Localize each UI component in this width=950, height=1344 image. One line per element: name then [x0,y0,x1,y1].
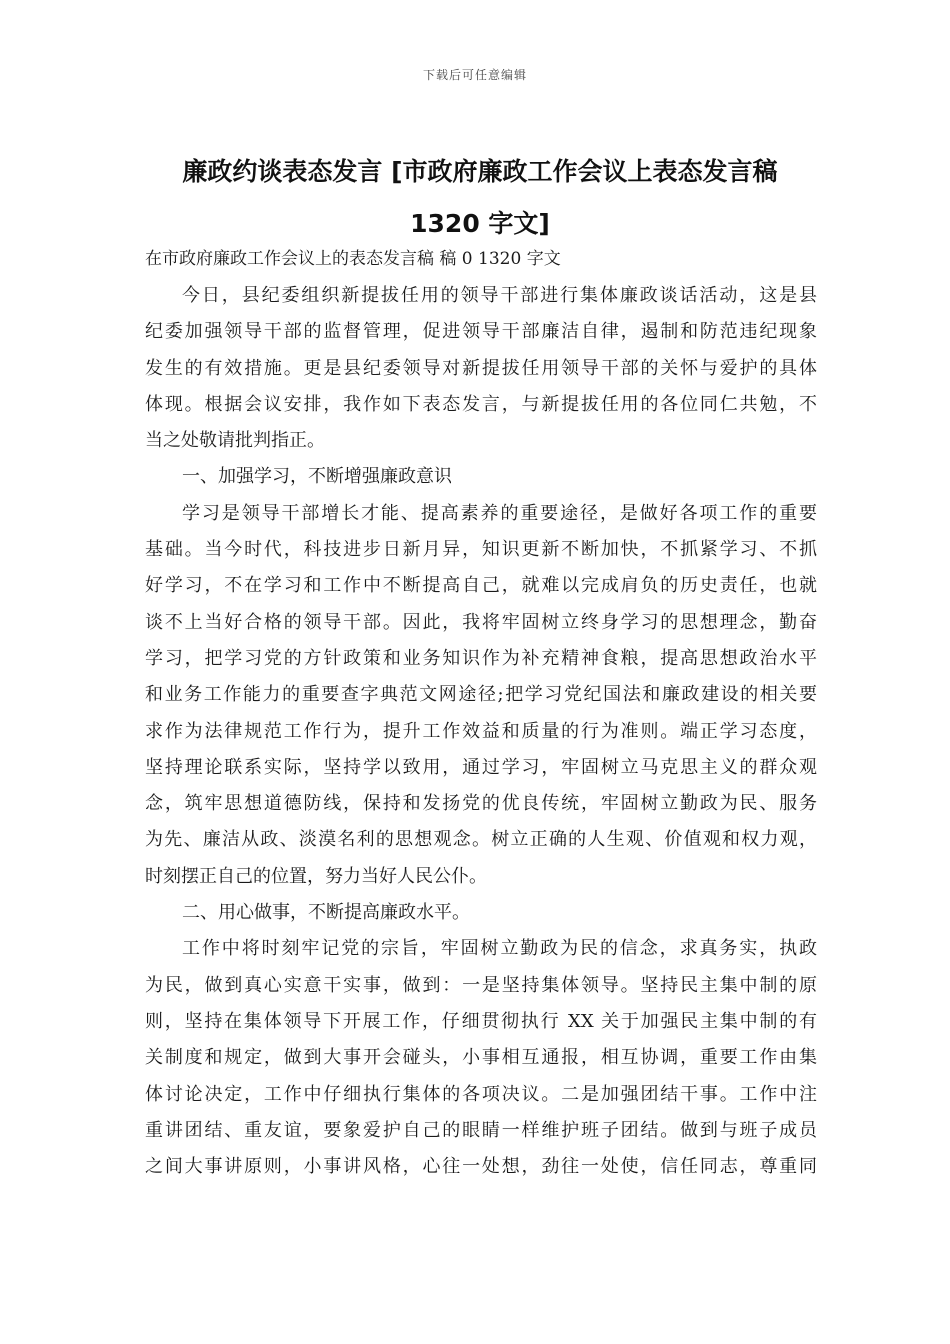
paragraph-line: 今日，县纪委组织新提拔任用的领导干部进行集体廉政谈话活动，这是县 [182,285,817,306]
paragraph-line: 谈不上当好合格的领导干部。因此，我将牢固树立终身学习的思想理念，勤奋 [145,611,817,633]
paragraph-line: 时刻摆正自己的位置，努力当好人民公仆。 [145,865,487,887]
paragraph-line: 体现。根据会议安排，我作如下表态发言，与新提拔任用的各位同仁共勉，不 [145,393,817,415]
document-title [145,146,815,250]
paragraph-line: 体讨论决定，工作中仔细执行集体的各项决议。二是加强团结干事。工作中注 [145,1083,817,1105]
paragraph-line: 纪委加强领导干部的监督管理，促进领导干部廉洁自律，遏制和防范违纪现象 [145,321,817,343]
paragraph-line: 重讲团结、重友谊，要象爱护自己的眼睛一样维护班子团结。做到与班子成员 [145,1119,817,1141]
subtitle: 在市政府廉政工作会议上的表态发言稿 稿 0 1320 字文 [145,249,561,269]
paragraph-line: 则，坚持在集体领导下开展工作，仔细贯彻执行 XX 关于加强民主集中制的有 [145,1010,817,1032]
paragraph-line: 当之处敬请批判指正。 [145,430,325,452]
paragraph-line: 和业务工作能力的重要查字典范文网途径;把学习党纪国法和廉政建设的相关要 [145,684,817,706]
paragraph-line: 工作中将时刻牢记党的宗旨，牢固树立勤政为民的信念，求真务实，执政 [182,938,817,960]
paragraph-line: 学习是领导干部增长才能、提高素养的重要途径，是做好各项工作的重要 [182,502,817,524]
paragraph-line: 基础。当今时代，科技进步日新月异，知识更新不断加快，不抓紧学习、不抓 [145,539,817,561]
section-heading: 二、用心做事，不断提高廉政水平。 [182,902,470,924]
header-note: 下载后可任意编辑 [422,68,527,82]
paragraph-line: 发生的有效措施。更是县纪委领导对新提拔任用领导干部的关怀与爱护的具体 [145,357,817,379]
title-line-1: 廉政约谈表态发言 [市政府廉政工作会议上表态发言稿 [182,157,778,186]
paragraph-line: 为先、廉洁从政、淡漠名利的思想观念。树立正确的人生观、价值观和权力观， [145,829,817,851]
document-body [145,244,817,1185]
paragraph-line: 学习，把学习党的方针政策和业务知识作为补充精神食粮，提高思想政治水平 [145,647,817,669]
paragraph-line: 关制度和规定，做到大事开会碰头，小事相互通报，相互协调，重要工作由集 [145,1047,817,1069]
paragraph-line: 好学习，不在学习和工作中不断提高自己，就难以完成肩负的历史责任，也就 [145,575,817,597]
paragraph-line: 之间大事讲原则，小事讲风格，心往一处想，劲往一处使，信任同志，尊重同 [145,1156,817,1178]
paragraph-line: 坚持理论联系实际，坚持学以致用，通过学习，牢固树立马克思主义的群众观 [145,756,817,778]
paragraph-line: 求作为法律规范工作行为，提升工作效益和质量的行为准则。端正学习态度， [145,720,817,742]
title-line-2: 1320 字文] [410,209,550,238]
paragraph-line: 为民，做到真心实意干实事，做到：一是坚持集体领导。坚持民主集中制的原 [145,974,817,996]
section-heading: 一、加强学习，不断增强廉政意识 [182,466,452,488]
paragraph-line: 念，筑牢思想道德防线，保持和发扬党的优良传统，牢固树立勤政为民、服务 [145,793,817,815]
